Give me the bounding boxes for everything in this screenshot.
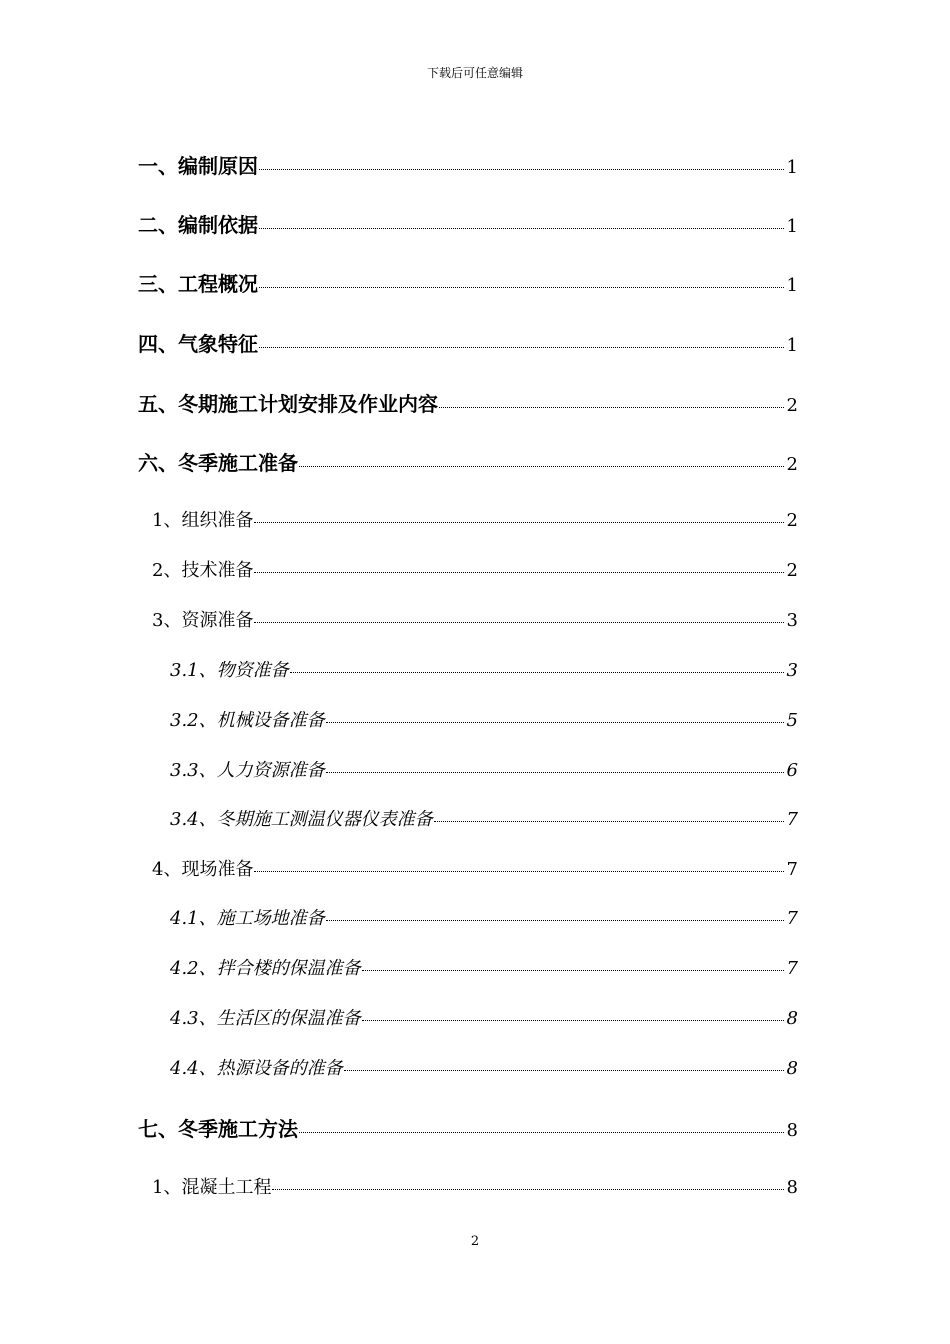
toc-entry-2[interactable] <box>138 209 798 238</box>
toc-entry-6-3-4[interactable] <box>170 805 798 831</box>
toc-entry-label: 3.4、冬期施工测温仪器仪表准备 <box>170 809 433 830</box>
toc-entry-page: 7 <box>786 958 798 979</box>
toc-entry-page: 8 <box>786 1120 798 1141</box>
toc-entry-page: 7 <box>786 809 798 830</box>
leader-dots <box>254 522 783 523</box>
leader-dots <box>299 466 784 467</box>
toc-entry-page: 8 <box>786 1008 798 1029</box>
toc-entry-page: 2 <box>786 560 798 581</box>
toc-entry-label: 五、冬期施工计划安排及作业内容 <box>138 392 438 416</box>
toc-entry-4[interactable] <box>138 328 798 357</box>
toc-entry-label: 3.2、机械设备准备 <box>170 710 325 731</box>
toc-entry-page: 1 <box>786 275 798 296</box>
toc-entry-page: 2 <box>786 395 798 416</box>
toc-entry-page: 6 <box>786 760 798 781</box>
toc-entry-6-4-4[interactable] <box>170 1054 798 1080</box>
toc-entry-1[interactable] <box>138 150 798 179</box>
leader-dots <box>259 169 784 170</box>
toc-entry-6-4-2[interactable] <box>170 954 798 980</box>
leader-dots <box>434 821 784 822</box>
toc-entry-6-4-3[interactable] <box>170 1004 798 1030</box>
toc-entry-label: 3、资源准备 <box>152 610 254 631</box>
toc-entry-7-1[interactable] <box>152 1173 798 1199</box>
toc-entry-page: 3 <box>786 660 798 681</box>
leader-dots <box>259 347 784 348</box>
toc-entry-page: 2 <box>786 510 798 531</box>
leader-dots <box>272 1189 783 1190</box>
toc-entry-label: 4.2、拌合楼的保温准备 <box>170 958 361 979</box>
toc-entry-6-4-1[interactable] <box>170 904 798 930</box>
toc-entry-label: 3.1、物资准备 <box>170 660 289 681</box>
leader-dots <box>326 772 784 773</box>
toc-entry-6-3-2[interactable] <box>170 706 798 732</box>
toc-entry-label: 四、气象特征 <box>138 332 258 356</box>
leader-dots <box>299 1132 784 1133</box>
toc-entry-page: 1 <box>786 335 798 356</box>
toc-entry-page: 1 <box>786 216 798 237</box>
toc-entry-label: 2、技术准备 <box>152 560 254 581</box>
toc-entry-3[interactable] <box>138 268 798 297</box>
toc-entry-page: 3 <box>786 610 798 631</box>
toc-entry-6-3-1[interactable] <box>170 656 798 682</box>
leader-dots <box>254 871 783 872</box>
toc-entry-6-4[interactable] <box>152 855 798 881</box>
toc-entry-label: 3.3、人力资源准备 <box>170 760 325 781</box>
leader-dots <box>439 407 784 408</box>
toc-entry-label: 一、编制原因 <box>138 154 258 178</box>
toc-entry-6-3-3[interactable] <box>170 756 798 782</box>
toc-entry-6[interactable] <box>138 447 798 476</box>
toc-entry-label: 4、现场准备 <box>152 859 254 880</box>
toc-entry-6-2[interactable] <box>152 556 798 582</box>
leader-dots <box>362 970 784 971</box>
leader-dots <box>259 228 784 229</box>
toc-entry-label: 七、冬季施工方法 <box>138 1117 298 1141</box>
leader-dots <box>344 1070 784 1071</box>
toc-entry-page: 2 <box>786 454 798 475</box>
toc-entry-page: 8 <box>786 1177 798 1198</box>
page-header: 下载后可任意编辑 <box>426 66 523 80</box>
leader-dots <box>326 722 784 723</box>
toc-entry-label: 1、组织准备 <box>152 510 254 531</box>
leader-dots <box>362 1020 784 1021</box>
toc-entry-page: 8 <box>786 1058 798 1079</box>
toc-entry-label: 三、工程概况 <box>138 272 258 296</box>
page-number: 2 <box>470 1234 480 1249</box>
toc-entry-page: 7 <box>786 859 798 880</box>
toc-entry-label: 1、混凝土工程 <box>152 1177 272 1198</box>
toc-entry-page: 5 <box>786 710 798 731</box>
toc-entry-7[interactable] <box>138 1113 798 1142</box>
toc-entry-label: 4.3、生活区的保温准备 <box>170 1008 361 1029</box>
leader-dots <box>326 920 784 921</box>
toc-entry-page: 1 <box>786 157 798 178</box>
toc-entry-page: 7 <box>786 908 798 929</box>
toc-entry-label: 二、编制依据 <box>138 213 258 237</box>
toc-entry-label: 4.1、施工场地准备 <box>170 908 325 929</box>
leader-dots <box>254 572 783 573</box>
toc-entry-6-1[interactable] <box>152 506 798 532</box>
toc-entry-5[interactable] <box>138 388 798 417</box>
toc-entry-label: 六、冬季施工准备 <box>138 451 298 475</box>
leader-dots <box>290 672 784 673</box>
leader-dots <box>259 287 784 288</box>
toc-entry-label: 4.4、热源设备的准备 <box>170 1058 343 1079</box>
leader-dots <box>254 622 783 623</box>
toc-entry-6-3[interactable] <box>152 606 798 632</box>
